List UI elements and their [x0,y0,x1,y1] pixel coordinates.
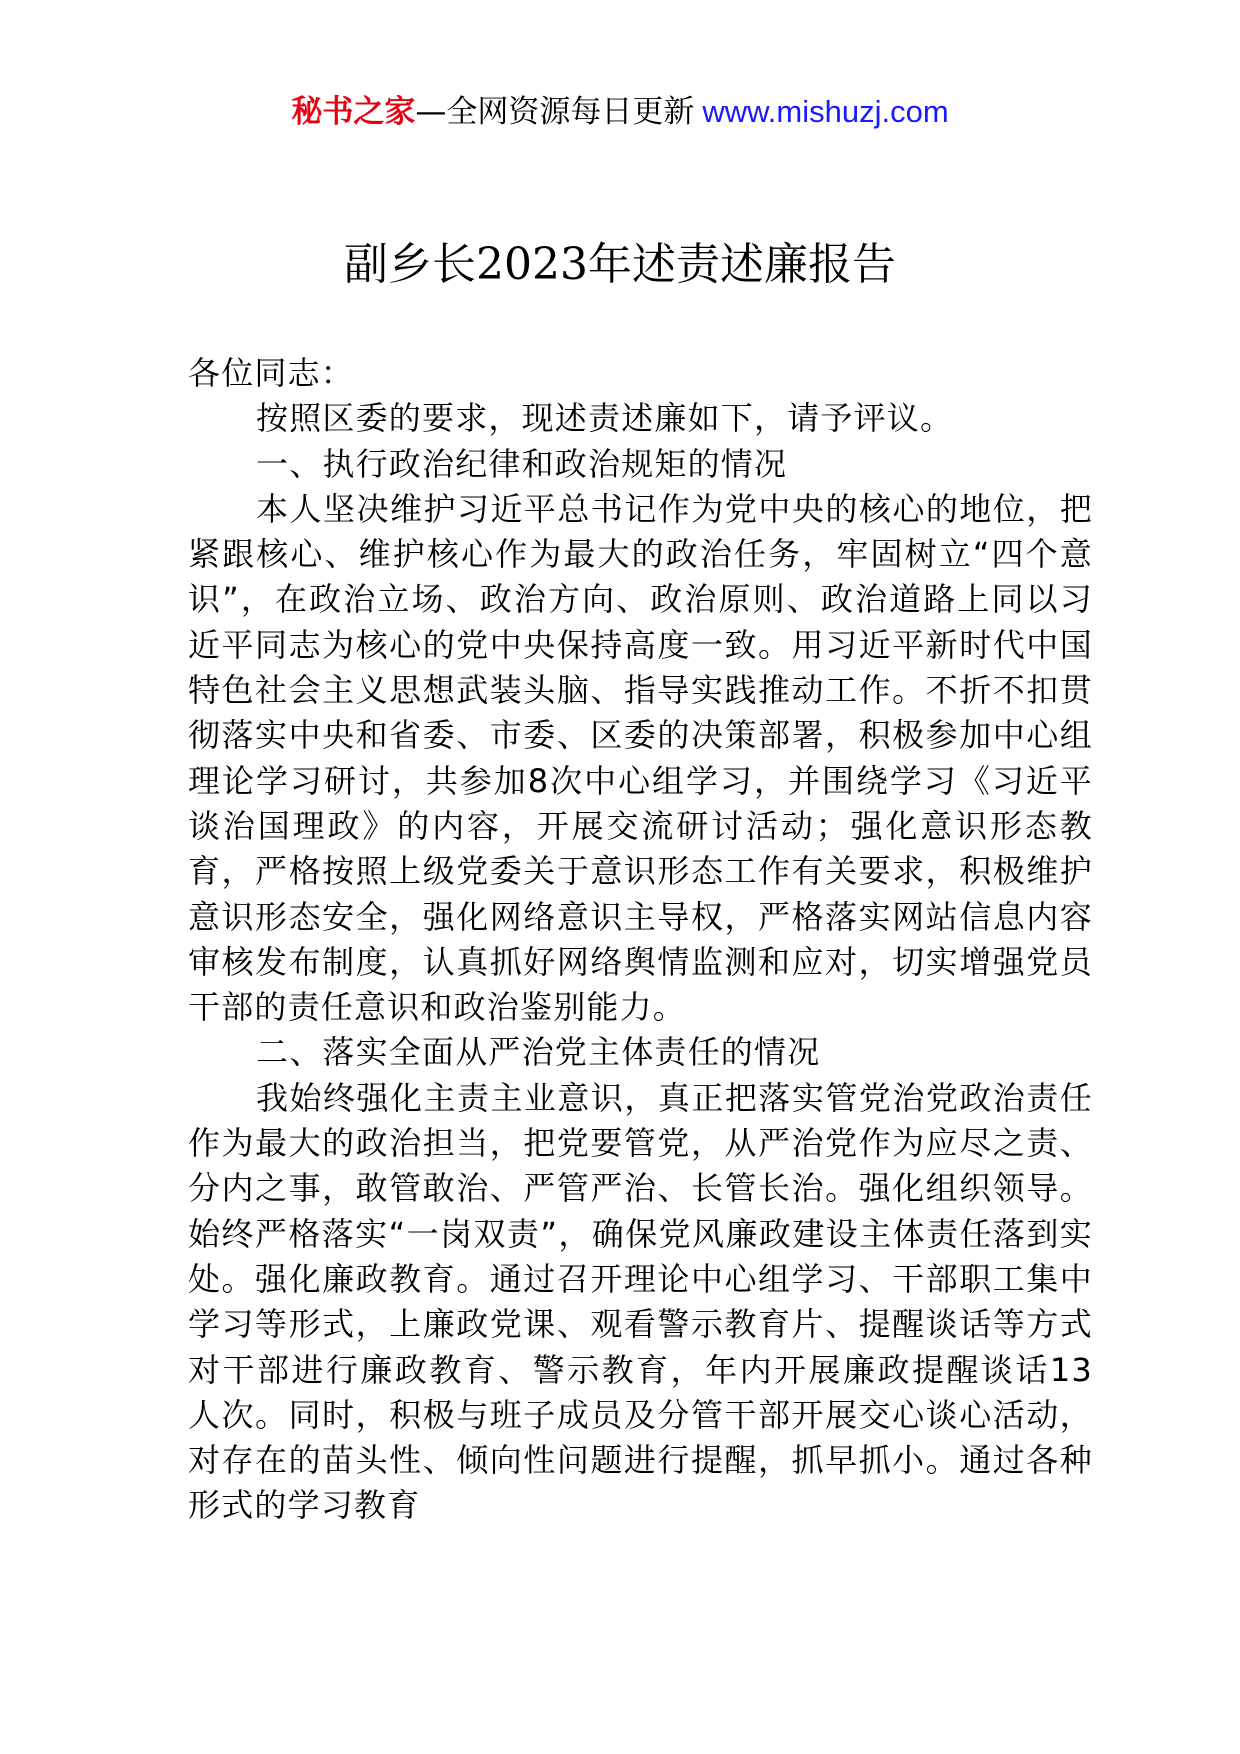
section-1-body: 本人坚决维护习近平总书记作为党中央的核心的地位，把紧跟核心、维护核心作为最大的政治任务，牢固树立“四个意识”，在政治立场、政治方向、政治原则、政治道路上同以习近平同志为核心的党中央保持高度一致。用习近平新时代中国特色社会主义思想武装头脑、指导实践推动工作。不折不扣贯彻落实中央和省委、市委、区委的决策部署，积极参加中心组理论学习研讨，共参加8次中心组学习，并围绕学习《习近平谈治国理政》的内容，开展交流研讨活动；强化意识形态教育，严格按照上级党委关于意识形态工作有关要求，积极维护意识形态安全，强化网络意识主导权，严格落实网站信息内容审核发布制度，认真抓好网络舆情监测和应对，切实增强党员干部的责任意识和政治鉴别能力。 [188,489,1093,1027]
site-tagline: —全网资源每日更新 [415,94,695,130]
section-1-heading: 一、执行政治纪律和政治规矩的情况 [256,444,788,483]
section-2-heading: 二、落实全面从严治党主体责任的情况 [256,1033,821,1072]
site-header [0,92,1240,132]
document-title: 副乡长2023年述责述廉报告 [344,239,896,290]
salutation: 各位同志： [188,354,355,392]
site-url-link[interactable]: www.mishuzj.com [702,94,949,129]
site-brand: 秘书之家 [291,94,416,130]
section-2-body: 我始终强化主责主业意识，真正把落实管党治党政治责任作为最大的政治担当，把党要管党，从严治党作为应尽之责、分内之事，敢管敢治、严管严治、长管长治。强化组织领导。始终严格落实“一岗双责”，确保党风廉政建设主体责任落到实处。强化廉政教育。通过召开理论中心组学习、干部职工集中学习等形式，上廉政党课、观看警示教育片、提醒谈话等方式对干部进行廉政教育、警示教育，年内开展廉政提醒谈话13人次。同时，积极与班子成员及分管干部开展交心谈心活动，对存在的苗头性、倾向性问题进行提醒，抓早抓小。通过各种形式的学习教育 [188,1078,1093,1525]
intro-paragraph: 按照区委的要求，现述责述廉如下，请予评议。 [256,399,954,438]
document-body [188,351,1093,1529]
